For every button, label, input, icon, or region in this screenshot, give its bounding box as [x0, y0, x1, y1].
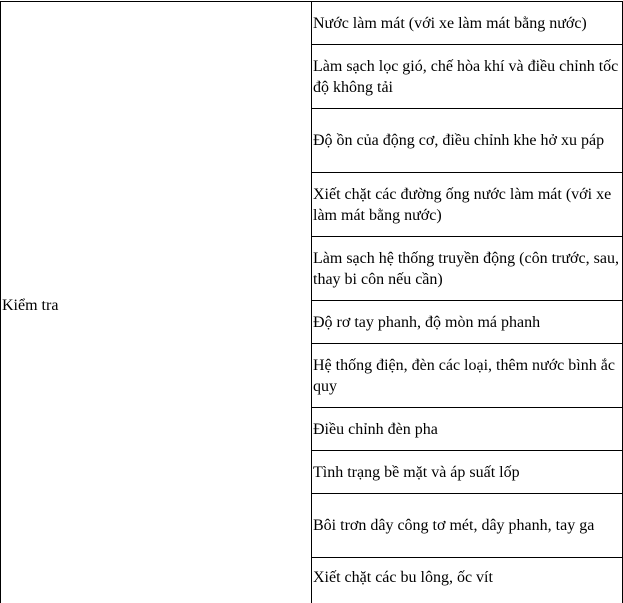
task-text: Làm sạch lọc gió, chế hòa khí và điều chỉnh tốc độ không tải [313, 57, 619, 96]
task-text: Điều chỉnh đèn pha [313, 420, 438, 438]
task-cell [312, 109, 623, 173]
task-cell [312, 237, 623, 301]
task-text: Bôi trơn dây công tơ mét, dây phanh, tay ga [313, 517, 595, 534]
task-cell [312, 344, 623, 408]
table-row [1, 2, 623, 45]
task-cell [312, 451, 623, 494]
task-cell [312, 558, 623, 603]
task-text: Tình trạng bề mặt và áp suất lốp [313, 463, 520, 481]
category-label: Kiểm tra [2, 297, 59, 314]
category-cell [1, 2, 312, 603]
task-text: Làm sạch hệ thống truyền động (côn trước, sau, thay bi côn nếu cần) [313, 249, 619, 288]
task-text: Độ rơ tay phanh, độ mòn má phanh [313, 313, 541, 331]
task-text: Xiết chặt các đường ống nước làm mát (với xe làm mát bằng nước) [313, 185, 612, 224]
task-cell [312, 173, 623, 237]
task-cell [312, 494, 623, 558]
task-cell [312, 408, 623, 451]
task-cell [312, 2, 623, 45]
task-text: Độ ồn của động cơ, điều chỉnh khe hở xu páp [313, 132, 605, 149]
task-text: Hệ thống điện, đèn các loại, thêm nước bình ắc quy [313, 356, 615, 395]
task-cell [312, 301, 623, 344]
task-text: Xiết chặt các bu lông, ốc vít [313, 569, 493, 586]
task-text: Nước làm mát (với xe làm mát bằng nước) [313, 14, 587, 32]
maintenance-table [0, 1, 623, 603]
task-cell [312, 45, 623, 109]
